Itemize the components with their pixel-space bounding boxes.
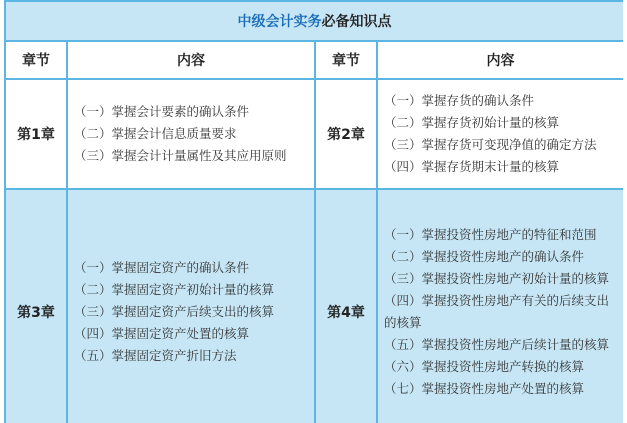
knowledge-table-frame xyxy=(4,0,623,423)
content-item: （四）掌握固定资产处置的核算 xyxy=(74,326,250,341)
table-row xyxy=(5,189,623,423)
content-item: （三）掌握固定资产后续支出的核算 xyxy=(74,304,275,319)
content-item: （五）掌握投资性房地产后续计量的核算 xyxy=(384,337,610,352)
content-item: （二）掌握存货初始计量的核算 xyxy=(384,115,560,130)
content-item: （三）掌握投资性房地产初始计量的核算 xyxy=(384,271,610,286)
knowledge-table xyxy=(4,0,623,423)
content-cell xyxy=(67,79,315,189)
table-row xyxy=(5,79,623,189)
title-highlight: 中级会计实务 xyxy=(237,14,322,30)
content-item: （二）掌握会计信息质量要求 xyxy=(74,126,237,141)
content-item: （二）掌握投资性房地产的确认条件 xyxy=(384,249,585,264)
content-item: （六）掌握投资性房地产转换的核算 xyxy=(384,359,585,374)
header-content-right: 内容 xyxy=(377,41,623,79)
content-item: （一）掌握存货的确认条件 xyxy=(384,93,535,108)
content-item: （七）掌握投资性房地产处置的核算 xyxy=(384,381,585,396)
header-chapter-left: 章节 xyxy=(5,41,67,79)
content-cell xyxy=(67,189,315,423)
header-row xyxy=(5,41,623,79)
chapter-cell: 第1章 xyxy=(5,79,67,189)
content-item: （四）掌握存货期末计量的核算 xyxy=(384,159,560,174)
header-chapter-right: 章节 xyxy=(315,41,377,79)
content-item: （三）掌握存货可变现净值的确定方法 xyxy=(384,137,597,152)
content-item: （三）掌握会计计量属性及其应用原则 xyxy=(74,148,287,163)
content-item: （二）掌握固定资产初始计量的核算 xyxy=(74,282,275,297)
content-cell xyxy=(377,79,623,189)
content-item: （五）掌握固定资产折旧方法 xyxy=(74,348,237,363)
chapter-cell: 第3章 xyxy=(5,189,67,423)
title-rest: 必备知识点 xyxy=(321,14,392,30)
chapter-cell: 第2章 xyxy=(315,79,377,189)
content-cell xyxy=(377,189,623,423)
chapter-cell: 第4章 xyxy=(315,189,377,423)
header-content-left: 内容 xyxy=(67,41,315,79)
content-item: （一）掌握会计要素的确认条件 xyxy=(74,104,250,119)
content-item: （一）掌握投资性房地产的特征和范围 xyxy=(384,227,597,242)
content-item: （一）掌握固定资产的确认条件 xyxy=(74,260,250,275)
content-item: （四）掌握投资性房地产有关的后续支出的核算 xyxy=(384,293,610,330)
table-title xyxy=(5,1,623,41)
